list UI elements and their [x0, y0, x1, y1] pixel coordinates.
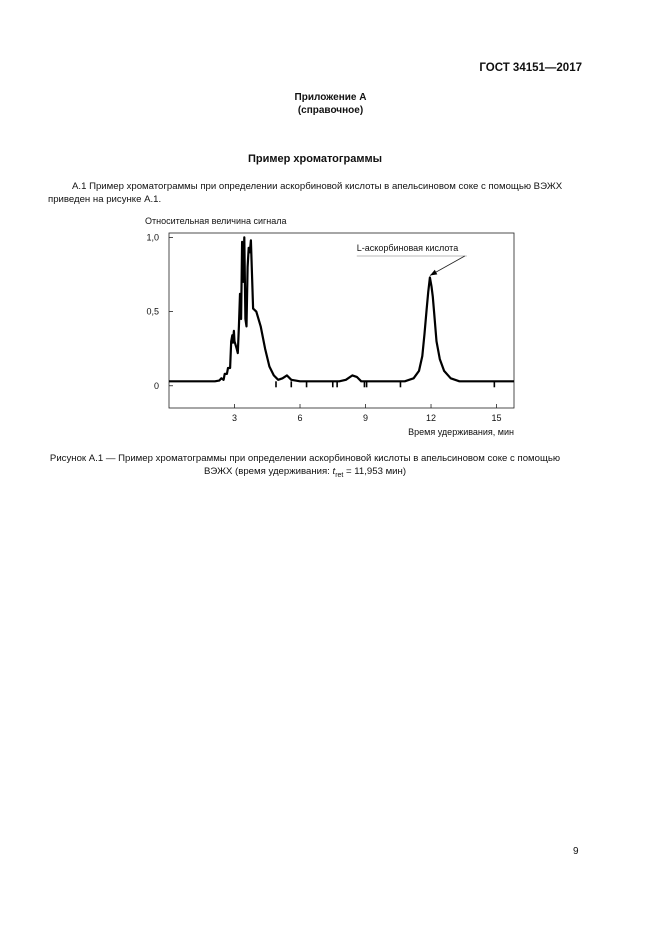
intro-paragraph: [48, 180, 596, 206]
y-tick-label: 1,0: [146, 232, 159, 243]
chromatogram-chart: [140, 212, 530, 442]
x-axis-label: Время удерживания, мин: [408, 427, 514, 437]
caption-line-1: Рисунок А.1 — Пример хроматограммы при определении аскорбиновой кислоты в апельсиновом соке с помощью: [49, 453, 561, 464]
page-number: 9: [573, 846, 579, 857]
document-code: ГОСТ 34151—2017: [479, 62, 582, 74]
chromatogram-figure: [140, 212, 530, 442]
appendix-title: Приложение А: [294, 92, 367, 103]
caption-line-2-suffix: = 11,953 мин): [343, 466, 407, 477]
peak-annotation-label: L-аскорбиновая кислота: [356, 243, 459, 253]
caption-t-symbol: t: [332, 466, 336, 477]
peak-annotation-arrow: [430, 270, 437, 276]
caption-line-2: [0, 465, 610, 482]
caption-line-2-prefix: ВЭЖХ (время удерживания:: [203, 466, 333, 477]
x-tick-label: 9: [363, 413, 369, 423]
caption-t-subscript: ret: [335, 471, 344, 479]
appendix-heading: [0, 91, 661, 117]
x-tick-label: 6: [297, 413, 303, 423]
paragraph-line-1-text: А.1 Пример хроматограммы при определении аскорбиновой кислоты в апельсиновом соке с помощью ВЭЖХ: [72, 181, 563, 192]
chromatogram-trace: [169, 237, 514, 381]
x-tick-label: 12: [426, 413, 437, 423]
paragraph-line-2: приведен на рисунке А.1.: [48, 194, 162, 205]
x-tick-label: 15: [491, 413, 502, 423]
y-axis-label: Относительная величина сигнала: [145, 216, 287, 226]
y-tick-label: 0,5: [146, 306, 159, 317]
figure-caption: [0, 452, 610, 482]
section-title: Пример хроматограммы: [248, 153, 382, 165]
appendix-subtitle: (справочное): [297, 105, 364, 116]
x-ticks: [232, 404, 502, 423]
paragraph-line-1: [48, 180, 596, 193]
x-tick-label: 3: [231, 413, 238, 423]
y-tick-label: 0: [153, 380, 159, 391]
